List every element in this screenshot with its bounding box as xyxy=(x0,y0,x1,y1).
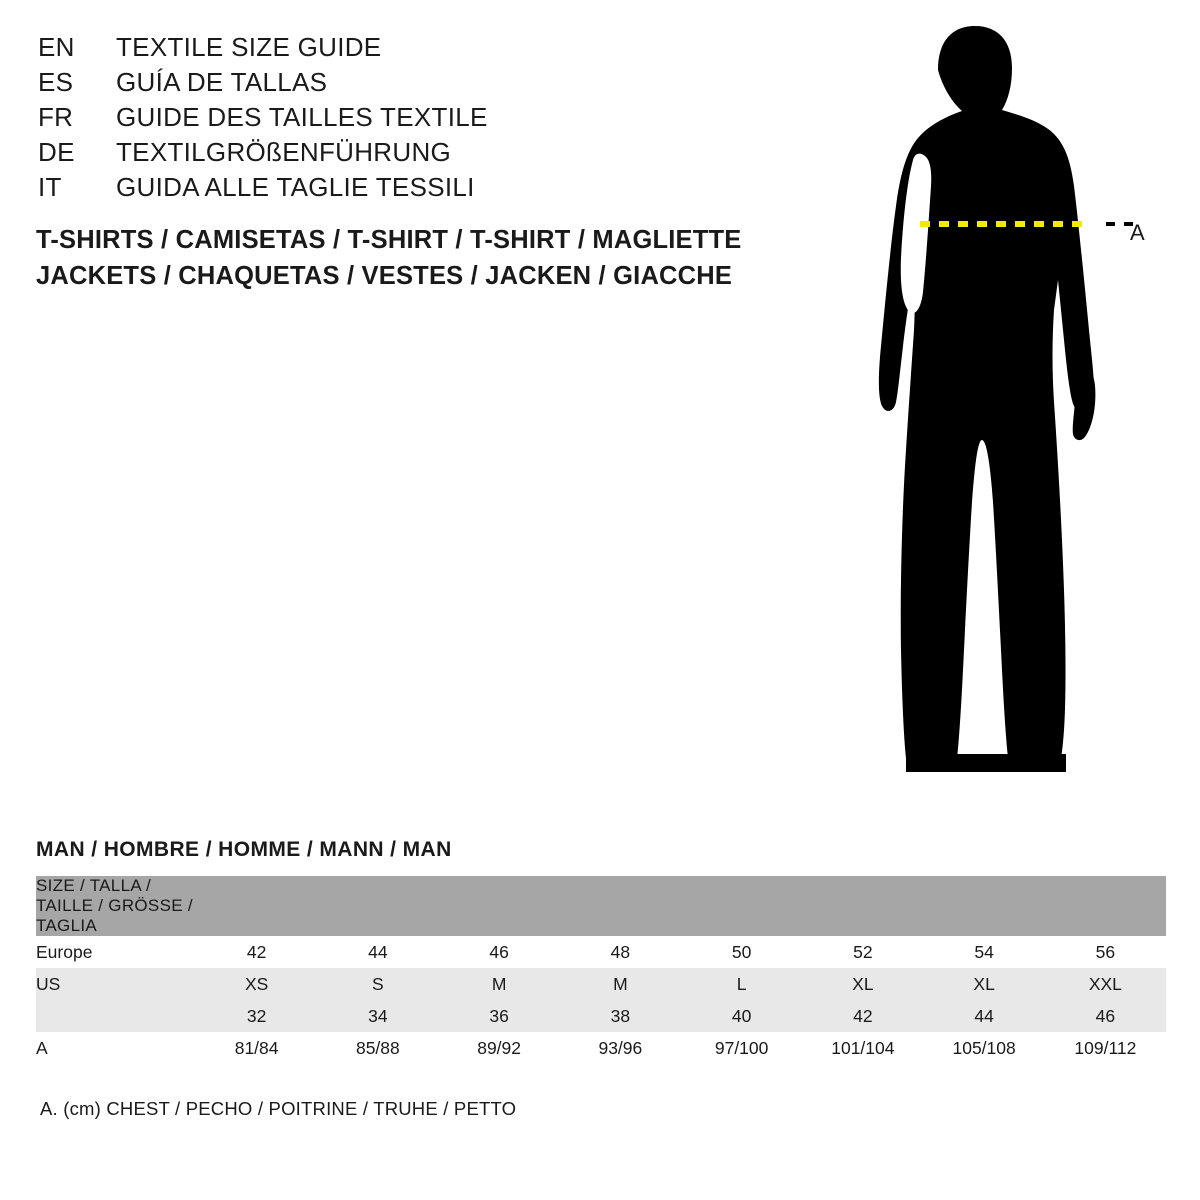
table-cell: XXL xyxy=(1088,973,1122,994)
language-code: FR xyxy=(38,102,74,132)
language-title: GUIDA ALLE TAGLIE TESSILI xyxy=(116,172,475,202)
table-cell: S xyxy=(372,973,384,994)
language-code: DE xyxy=(38,137,75,167)
table-header-label: SIZE / TALLA / TAILLE / GRÖSSE / TAGLIA xyxy=(36,876,193,935)
table-cell: XL xyxy=(852,973,874,994)
male-silhouette-icon xyxy=(790,10,1190,800)
language-title: GUIDE DES TAILLES TEXTILE xyxy=(116,102,488,132)
table-cell: 54 xyxy=(974,941,994,962)
row-label: Europe xyxy=(36,941,93,962)
table-cell: 56 xyxy=(1095,941,1116,962)
table-cell: M xyxy=(613,973,628,994)
size-table xyxy=(36,876,1166,1064)
table-cell: 93/96 xyxy=(598,1037,643,1058)
table-cell: 50 xyxy=(731,941,752,962)
category-tshirts: T-SHIRTS / CAMISETAS / T-SHIRT / T-SHIRT / MAGLIETTE xyxy=(36,226,742,254)
table-cell: 44 xyxy=(974,1005,994,1026)
table-cell: 109/112 xyxy=(1074,1037,1137,1058)
table-cell: 34 xyxy=(368,1005,388,1026)
language-row xyxy=(38,30,738,65)
table-cell: 89/92 xyxy=(477,1037,522,1058)
language-row xyxy=(38,100,738,135)
language-row xyxy=(38,170,738,205)
table-header-row xyxy=(36,876,1166,936)
table-cell: 81/84 xyxy=(234,1037,279,1058)
table-cell: 48 xyxy=(610,941,631,962)
table-cell: 44 xyxy=(368,941,388,962)
table-cell: 46 xyxy=(489,941,509,962)
table-cell: 36 xyxy=(489,1005,509,1026)
language-row xyxy=(38,135,738,170)
size-table-section xyxy=(36,838,1166,1064)
table-cell: L xyxy=(736,973,747,994)
table-cell: XS xyxy=(244,973,269,994)
row-label xyxy=(36,1000,196,1032)
table-cell: 42 xyxy=(246,941,267,962)
category-jackets: JACKETS / CHAQUETAS / VESTES / JACKEN / GIACCHE xyxy=(36,262,733,290)
language-code: IT xyxy=(38,172,62,202)
table-cell: 32 xyxy=(246,1005,267,1026)
language-code: EN xyxy=(38,32,75,62)
language-title: TEXTILGRÖßENFÜHRUNG xyxy=(116,137,452,167)
table-cell: 97/100 xyxy=(714,1037,769,1058)
table-section-title: MAN / HOMBRE / HOMME / MANN / MAN xyxy=(36,838,452,861)
table-row xyxy=(36,1032,1166,1064)
body-figure xyxy=(790,10,1190,800)
measure-label-a: A xyxy=(1130,220,1145,245)
language-list xyxy=(38,30,738,205)
table-cell: 42 xyxy=(853,1005,873,1026)
table-cell: M xyxy=(491,973,507,994)
language-row xyxy=(38,65,738,100)
language-code: ES xyxy=(38,67,74,97)
table-cell: 85/88 xyxy=(355,1037,400,1058)
language-title: GUÍA DE TALLAS xyxy=(116,67,328,97)
table-cell: 46 xyxy=(1095,1005,1116,1026)
table-cell: 101/104 xyxy=(831,1037,895,1058)
language-title: TEXTILE SIZE GUIDE xyxy=(116,32,382,62)
table-row xyxy=(36,1000,1166,1032)
measurement-footnote: A. (cm) CHEST / PECHO / POITRINE / TRUHE / PETTO xyxy=(40,1098,517,1119)
garment-categories xyxy=(36,222,796,294)
row-label: US xyxy=(36,973,61,994)
table-cell: 40 xyxy=(731,1005,752,1026)
table-cell: 38 xyxy=(610,1005,631,1026)
table-cell: XL xyxy=(973,973,995,994)
row-label: A xyxy=(36,1037,48,1058)
table-cell: 52 xyxy=(853,941,873,962)
table-row xyxy=(36,968,1166,1000)
table-row xyxy=(36,936,1166,968)
table-cell: 105/108 xyxy=(952,1037,1016,1058)
